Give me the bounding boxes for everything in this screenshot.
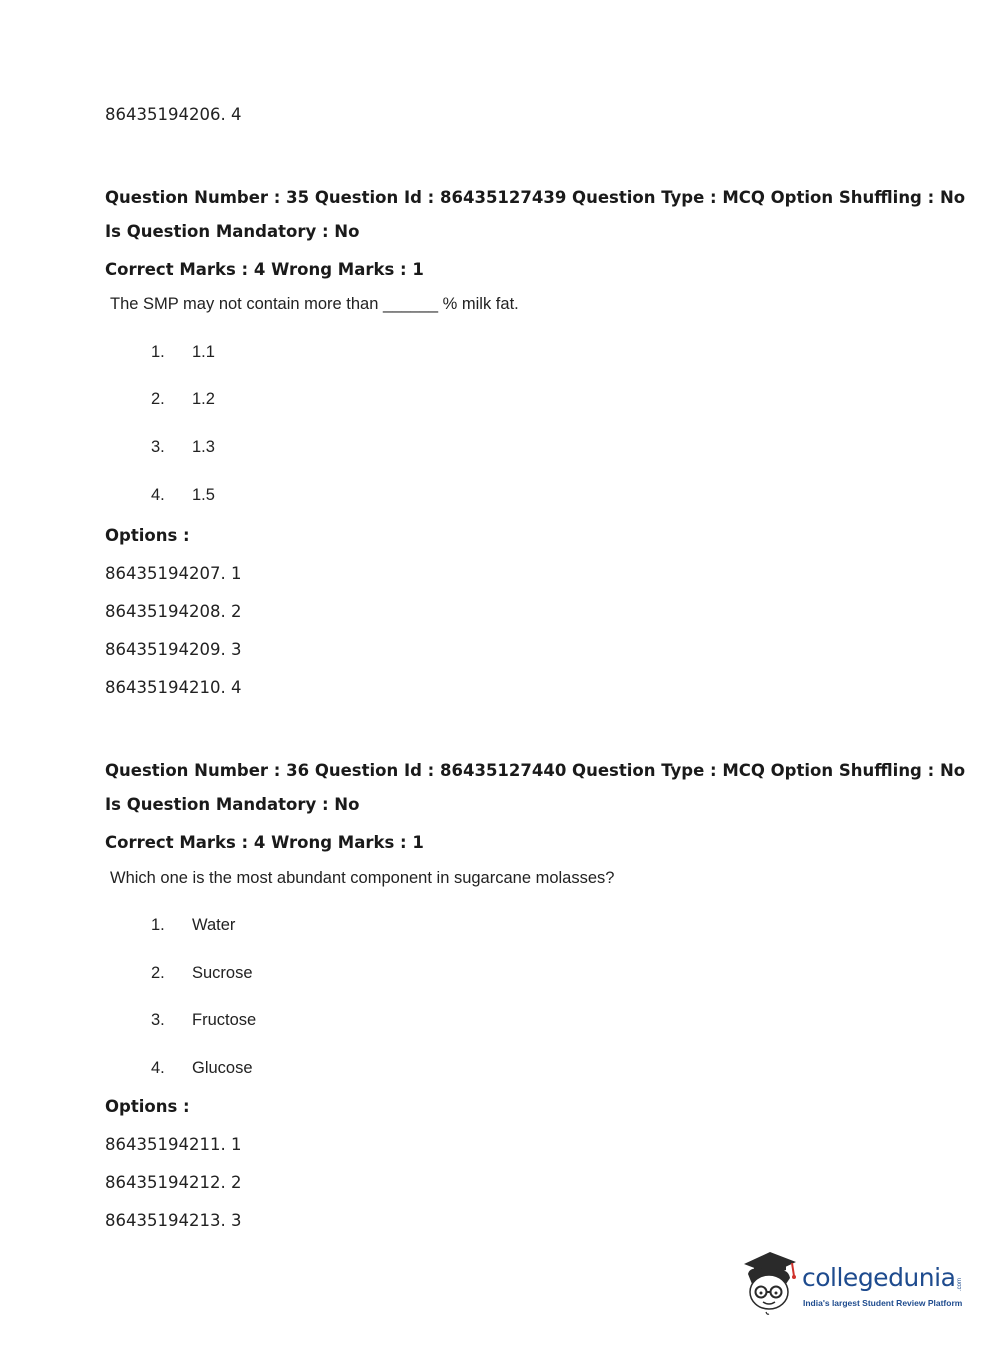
choice-number: 4. xyxy=(151,1059,165,1077)
choice-text: Fructose xyxy=(192,1011,257,1029)
choice-number: 3. xyxy=(151,1011,165,1029)
choice-text: Glucose xyxy=(192,1059,253,1077)
choice-number: 4. xyxy=(151,486,165,504)
question-mandatory: Is Question Mandatory : No xyxy=(105,795,360,814)
choice-number: 2. xyxy=(151,964,165,982)
choice-text: 1.2 xyxy=(192,390,215,408)
choice-number: 1. xyxy=(151,916,165,934)
logo-wordmark: collegedunia xyxy=(802,1263,956,1292)
option-id: 86435194210. 4 xyxy=(105,678,242,697)
choice-text: 1.3 xyxy=(192,438,215,456)
question-header: Question Number : 36 Question Id : 86435127440 Question Type : MCQ Option Shuffling : No xyxy=(105,761,966,780)
logo-tagline: India's largest Student Review Platform xyxy=(803,1298,963,1308)
question-text: The SMP may not contain more than ______ % milk fat. xyxy=(110,295,519,313)
options-label: Options : xyxy=(105,1097,190,1116)
question-marks: Correct Marks : 4 Wrong Marks : 1 xyxy=(105,260,424,279)
option-id: 86435194212. 2 xyxy=(105,1173,242,1192)
option-id: 86435194209. 3 xyxy=(105,640,242,659)
mascot-icon xyxy=(740,1248,802,1316)
option-id: 86435194207. 1 xyxy=(105,564,242,583)
option-id: 86435194213. 3 xyxy=(105,1211,242,1230)
choice-number: 3. xyxy=(151,438,165,456)
choice-text: 1.1 xyxy=(192,343,215,361)
question-text: Which one is the most abundant component in sugarcane molasses? xyxy=(110,869,615,887)
option-id: 86435194208. 2 xyxy=(105,602,242,621)
logo-domain-suffix: .com xyxy=(957,1277,963,1291)
choice-text: 1.5 xyxy=(192,486,215,504)
options-label: Options : xyxy=(105,526,190,545)
choice-text: Sucrose xyxy=(192,964,253,982)
choice-number: 2. xyxy=(151,390,165,408)
choice-text: Water xyxy=(192,916,236,934)
choice-number: 1. xyxy=(151,343,165,361)
option-id: 86435194211. 1 xyxy=(105,1135,242,1154)
question-mandatory: Is Question Mandatory : No xyxy=(105,222,360,241)
question-header: Question Number : 35 Question Id : 86435127439 Question Type : MCQ Option Shuffling : No xyxy=(105,188,966,207)
question-marks: Correct Marks : 4 Wrong Marks : 1 xyxy=(105,833,424,852)
option-id-prev: 86435194206. 4 xyxy=(105,105,242,124)
